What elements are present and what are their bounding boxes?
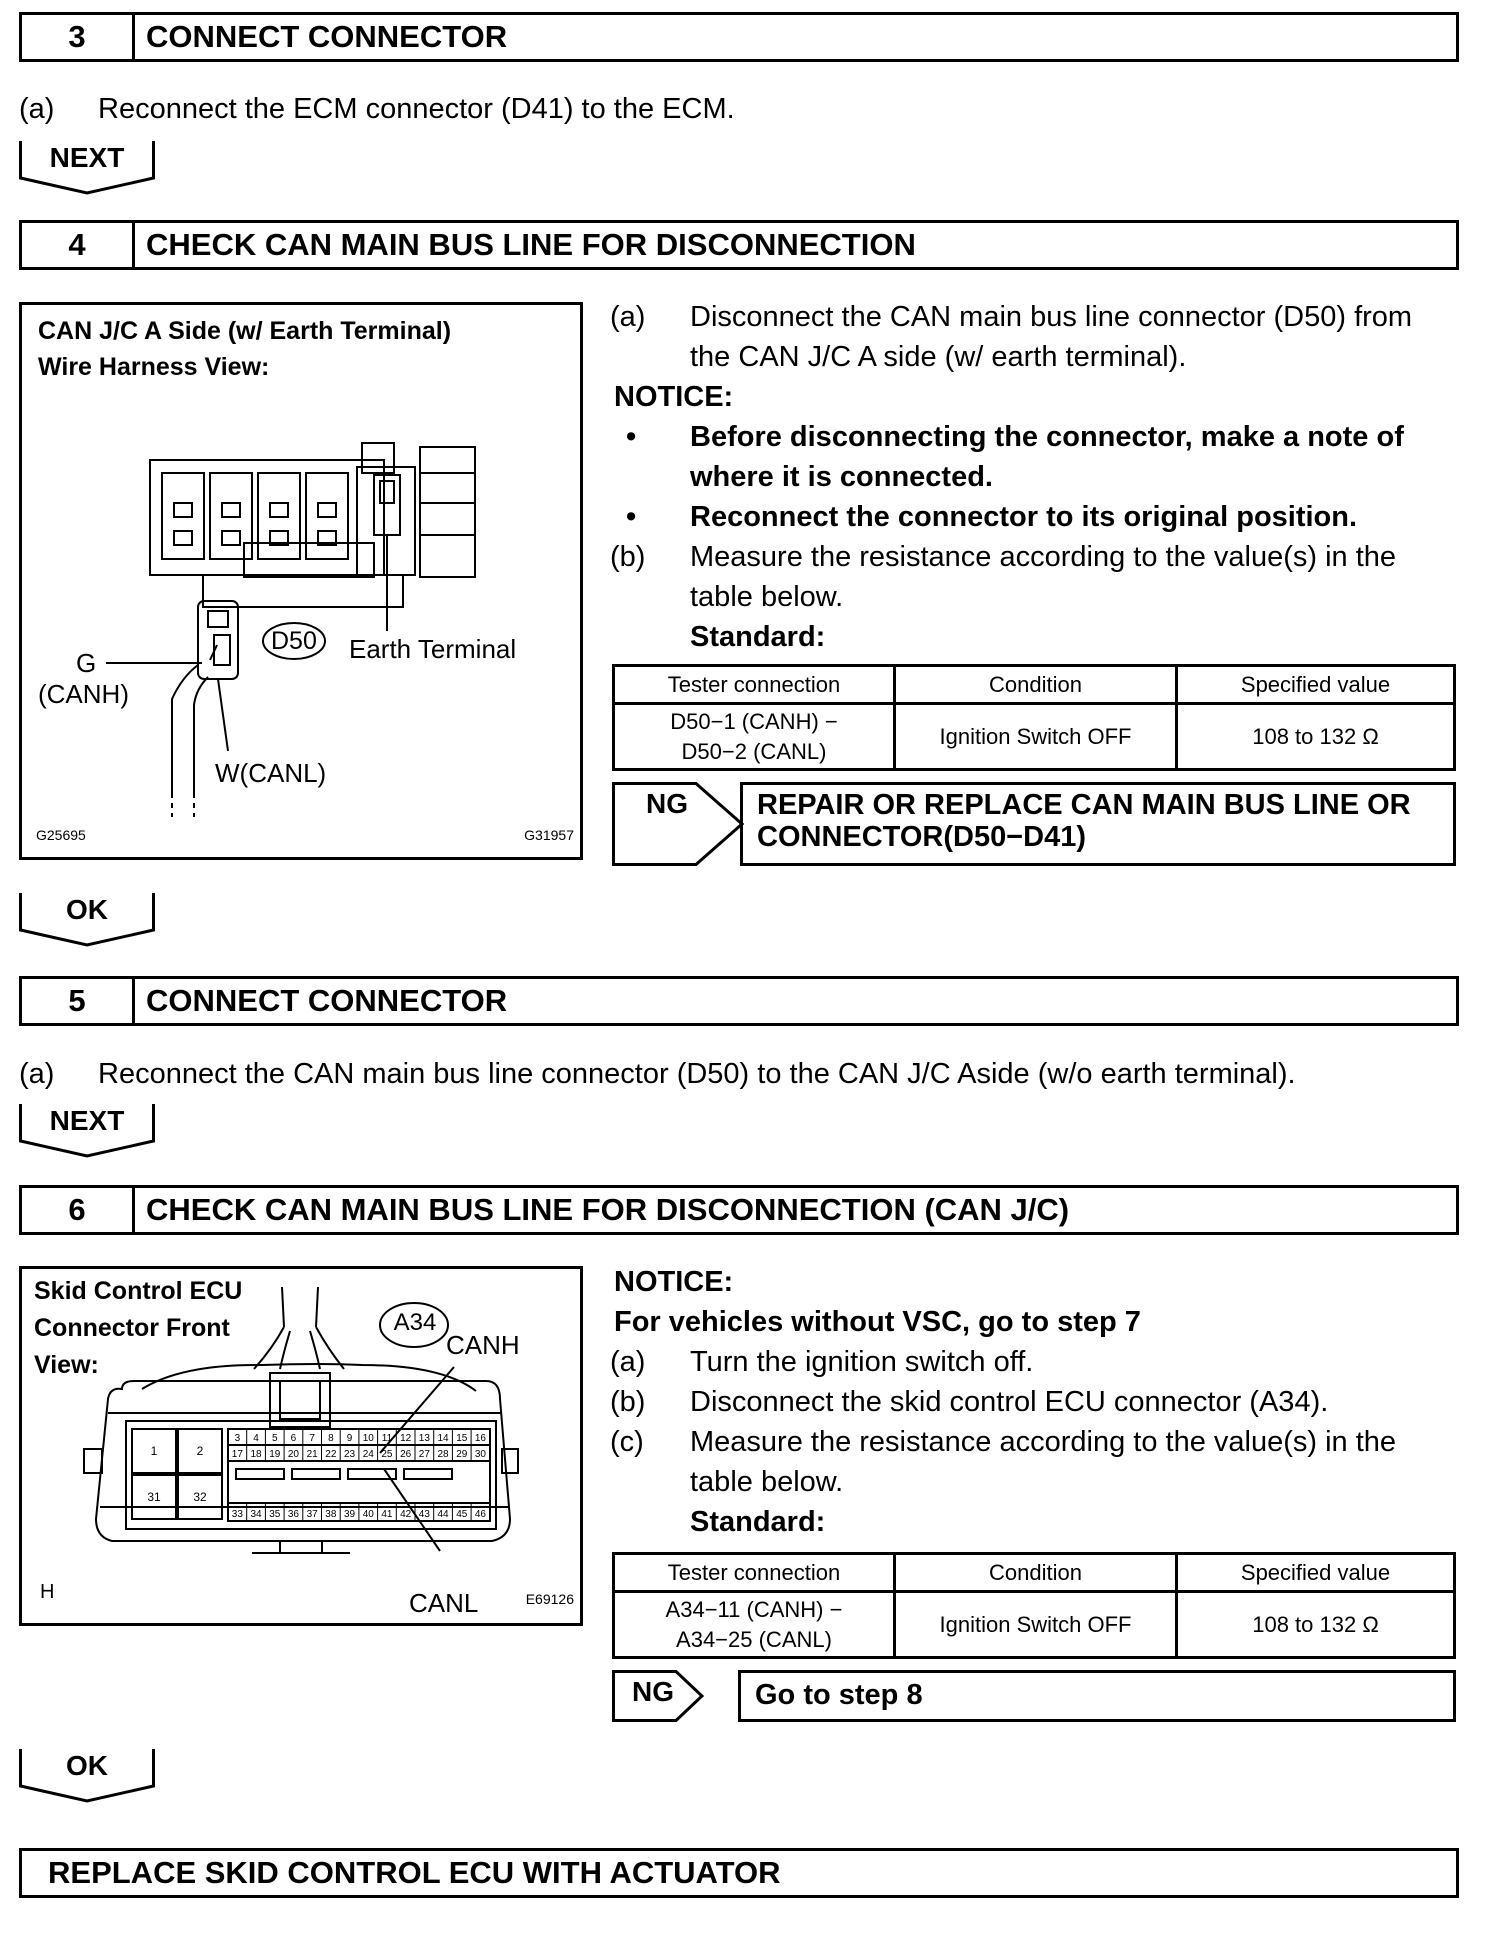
step-title: CONNECT CONNECTOR [146, 983, 508, 1018]
figure-code-left: H [40, 1581, 55, 1603]
figure-code-right: E69126 [525, 1591, 574, 1607]
instruction-text: table below. [690, 1466, 844, 1498]
pin-number: 30 [474, 1449, 487, 1460]
instruction-text: Measure the resistance according to the value(s) in the [690, 541, 1397, 573]
bullet-icon: • [626, 501, 637, 533]
pin-number: 6 [290, 1433, 297, 1444]
pin-number: 1 [150, 1444, 158, 1458]
bullet-icon: • [626, 421, 637, 453]
table-cell: Ignition Switch OFF [895, 704, 1177, 770]
pin-number: 27 [418, 1449, 430, 1460]
final-action-box [19, 1848, 1459, 1898]
spec-table [612, 1552, 1456, 1659]
ok-label: OK [66, 1750, 108, 1781]
ng-label: NG [632, 1676, 674, 1707]
connector-id-label: D50 [271, 627, 317, 655]
pin-number: 4 [253, 1433, 259, 1444]
item-label: (a) [610, 1346, 646, 1378]
pin-number: 26 [400, 1449, 412, 1460]
pin-number: 45 [456, 1509, 468, 1520]
instruction-text: Reconnect the ECM connector (D41) to the ECM. [98, 93, 735, 125]
tester-connection-line: A34−25 (CANL) [676, 1626, 832, 1652]
pin-number: 3 [234, 1433, 241, 1444]
step-title: CONNECT CONNECTOR [146, 19, 508, 54]
pin-number: 38 [325, 1509, 337, 1520]
figure-code-right: G31957 [524, 827, 574, 843]
item-label: (a) [19, 93, 55, 125]
ng-action-text: Go to step 8 [755, 1679, 923, 1711]
table-cell: 108 to 132 Ω [1177, 704, 1455, 770]
tester-connection-line: D50−1 (CANH) − [670, 708, 838, 734]
table-header: Condition [895, 1554, 1177, 1592]
step-6-header [19, 1185, 1459, 1235]
item-label: (b) [610, 1386, 646, 1418]
item-label: (a) [19, 1058, 55, 1090]
table-header: Specified value [1177, 666, 1455, 704]
step-number: 6 [22, 1188, 135, 1232]
connector-id-label: A34 [393, 1309, 437, 1336]
pin-number: 34 [250, 1509, 262, 1520]
pin-number: 9 [346, 1433, 353, 1444]
figure-subtitle: Wire Harness View: [38, 353, 270, 381]
pin-number: 41 [381, 1509, 393, 1520]
notice-bullet: Reconnect the connector to its original position. [690, 501, 1358, 533]
pin-number: 10 [362, 1433, 374, 1444]
step-number: 4 [22, 223, 135, 267]
next-label: NEXT [49, 142, 125, 173]
instruction-text: Disconnect the CAN main bus line connector (D50) from [690, 301, 1413, 333]
pin-number: 18 [250, 1449, 262, 1460]
ok-label: OK [66, 894, 108, 925]
pin-number: 25 [381, 1449, 393, 1460]
pin-number: 5 [271, 1433, 278, 1444]
instruction-text: the CAN J/C A side (w/ earth terminal). [690, 341, 1187, 373]
pin-number: 24 [362, 1449, 374, 1460]
ng-button[interactable] [612, 1670, 704, 1722]
g-wire-label: G [76, 648, 97, 678]
pin-number: 7 [309, 1433, 315, 1444]
step-title: CHECK CAN MAIN BUS LINE FOR DISCONNECTION (CAN J/C) [146, 1192, 1070, 1227]
pin-number: 8 [328, 1433, 334, 1444]
instruction-text: Disconnect the skid control ECU connector (A34). [690, 1386, 1329, 1418]
step-number: 3 [22, 15, 135, 59]
table-cell: 108 to 132 Ω [1177, 1592, 1455, 1658]
can-jc-figure [19, 302, 583, 860]
pin-number: 40 [362, 1509, 374, 1520]
pin-number: 35 [269, 1509, 281, 1520]
figure-title: Connector Front [34, 1314, 230, 1342]
ng-button[interactable] [612, 782, 744, 866]
final-action-title: REPLACE SKID CONTROL ECU WITH ACTUATOR [48, 1855, 781, 1890]
standard-heading: Standard: [690, 621, 826, 653]
w-canl-label: W(CANL) [215, 758, 327, 788]
pin-number: 33 [231, 1509, 243, 1520]
standard-heading: Standard: [690, 1506, 826, 1538]
pin-number: 15 [456, 1433, 468, 1444]
table-header: Specified value [1177, 1554, 1455, 1592]
pin-number: 42 [400, 1509, 412, 1520]
ng-action-text: CONNECTOR(D50−D41) [757, 821, 1087, 853]
notice-heading: NOTICE: [614, 381, 734, 413]
ng-action-box [738, 1670, 1456, 1722]
figure-code-left: G25695 [36, 827, 86, 843]
instruction-text: Turn the ignition switch off. [690, 1346, 1034, 1378]
ng-action-box [740, 782, 1456, 866]
item-label: (c) [610, 1426, 644, 1458]
pin-number: 21 [306, 1449, 318, 1460]
pin-number: 44 [437, 1509, 449, 1520]
canh-label: CANH [446, 1330, 520, 1360]
instruction-text: Reconnect the CAN main bus line connector (D50) to the CAN J/C Aside (w/o earth terminal). [98, 1058, 1296, 1090]
instruction-text: table below. [690, 581, 844, 613]
item-label: (a) [610, 301, 646, 333]
next-button[interactable] [19, 1103, 155, 1159]
pin-number: 31 [147, 1490, 161, 1504]
pin-number: 39 [343, 1509, 356, 1520]
notice-bullet: where it is connected. [690, 461, 993, 493]
spec-table [612, 664, 1456, 771]
earth-terminal-label: Earth Terminal [349, 634, 517, 664]
ok-button[interactable] [19, 892, 155, 948]
step-3-header [19, 12, 1459, 62]
canl-label: CANL [409, 1588, 479, 1618]
pin-number: 46 [474, 1509, 487, 1520]
table-cell [614, 1592, 895, 1658]
next-label: NEXT [49, 1105, 125, 1136]
figure-title: CAN J/C A Side (w/ Earth Terminal) [38, 317, 452, 345]
figure-title: Skid Control ECU [34, 1277, 243, 1305]
canh-label: (CANH) [38, 679, 129, 709]
ok-button[interactable] [19, 1748, 155, 1804]
pin-number: 23 [343, 1449, 356, 1460]
step-5-header [19, 976, 1459, 1026]
skid-ecu-figure [19, 1266, 583, 1626]
pin-number: 12 [400, 1433, 412, 1444]
pin-number: 17 [231, 1449, 243, 1460]
pin-number: 22 [325, 1449, 337, 1460]
figure-title: View: [34, 1351, 99, 1379]
pin-number: 13 [418, 1433, 430, 1444]
tester-connection-line: A34−11 (CANH) − [665, 1596, 843, 1622]
step-4-header [19, 220, 1459, 270]
pin-number: 11 [381, 1433, 393, 1444]
table-header: Tester connection [614, 1554, 895, 1592]
pin-number: 2 [196, 1444, 204, 1458]
item-label: (b) [610, 541, 646, 573]
pin-number: 20 [287, 1449, 300, 1460]
table-cell [614, 704, 895, 770]
notice-heading: NOTICE: [614, 1266, 734, 1298]
pin-number: 43 [418, 1509, 430, 1520]
ecu-connector-diagram [22, 1269, 580, 1623]
pin-number: 29 [456, 1449, 468, 1460]
table-header: Tester connection [614, 666, 895, 704]
notice-text: For vehicles without VSC, go to step 7 [614, 1306, 1141, 1338]
step-title: CHECK CAN MAIN BUS LINE FOR DISCONNECTION [146, 227, 916, 262]
pin-number: 32 [193, 1490, 207, 1504]
tester-connection-line: D50−2 (CANL) [681, 738, 827, 764]
instruction-text: Measure the resistance according to the value(s) in the [690, 1426, 1397, 1458]
table-header: Condition [895, 666, 1177, 704]
table-cell: Ignition Switch OFF [895, 1592, 1177, 1658]
next-button[interactable] [19, 140, 155, 196]
ng-action-text: REPAIR OR REPLACE CAN MAIN BUS LINE OR [757, 789, 1411, 821]
pin-number: 37 [306, 1509, 318, 1520]
pin-number: 36 [287, 1509, 300, 1520]
pin-number: 19 [269, 1449, 281, 1460]
pin-number: 16 [474, 1433, 487, 1444]
step-number: 5 [22, 979, 135, 1023]
notice-bullet: Before disconnecting the connector, make a note of [690, 421, 1404, 453]
pin-number: 28 [437, 1449, 449, 1460]
ng-label: NG [646, 788, 688, 819]
pin-number: 14 [437, 1433, 449, 1444]
